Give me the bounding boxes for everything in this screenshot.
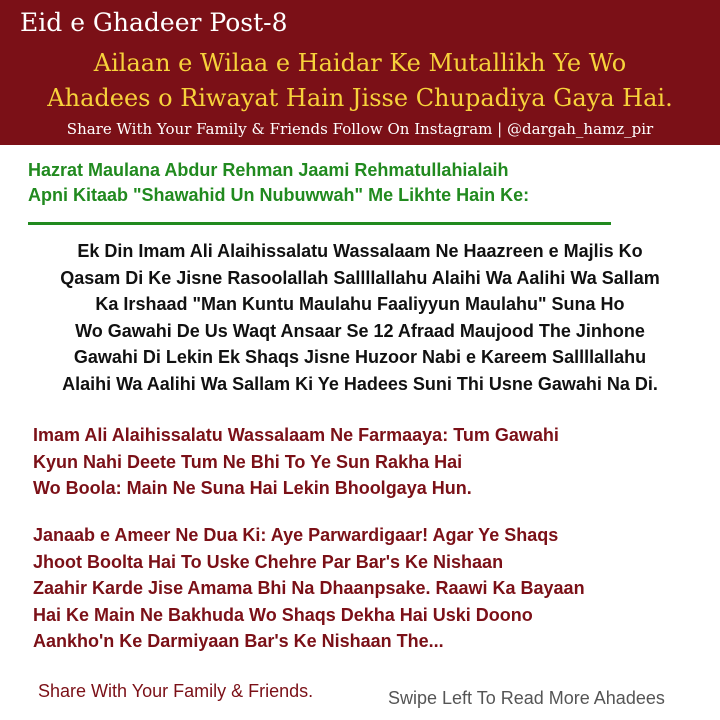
narration-line: Wo Gawahi De Us Waqt Ansaar Se 12 Afraad Maujood The Jinhone <box>75 320 645 341</box>
headline-line-1: Ailaan e Wilaa e Haidar Ke Mutallikh Ye Wo <box>93 49 627 77</box>
dua-paragraph <box>33 522 713 655</box>
post-title: Eid e Ghadeer Post-8 <box>20 8 288 37</box>
narration-line: Alaihi Wa Aalihi Wa Sallam Ki Ye Hadees Suni Thi Usne Gawahi Na Di. <box>62 373 658 394</box>
dua-line: Janaab e Ameer Ne Dua Ki: Aye Parwardigaar! Agar Ye Shaqs <box>33 525 559 545</box>
share-instagram-note: Share With Your Family & Friends Follow On Instagram | @dargah_hamz_pir <box>66 120 654 138</box>
intro-line: Hazrat Maulana Abdur Rehman Jaami Rehmatullahialaih <box>28 160 509 180</box>
dialogue-paragraph <box>33 422 713 502</box>
headline-line-2: Ahadees o Riwayat Hain Jisse Chupadiya Gaya Hai. <box>47 84 673 112</box>
intro-text <box>28 158 708 208</box>
dua-line: Zaahir Karde Jise Amama Bhi Na Dhaanpsake. Raawi Ka Bayaan <box>33 578 585 598</box>
dua-line: Hai Ke Main Ne Bakhuda Wo Shaqs Dekha Hai Uski Doono <box>33 604 533 625</box>
narration-line: Ek Din Imam Ali Alaihissalatu Wassalaam Ne Haazreen e Majlis Ko <box>77 241 643 261</box>
dua-line: Aankho'n Ke Darmiyaan Bar's Ke Nishaan The... <box>33 631 444 651</box>
dialogue-line: Wo Boola: Main Ne Suna Hai Lekin Bhoolgaya Hun. <box>33 478 472 498</box>
share-footer: Share With Your Family & Friends. <box>38 681 314 701</box>
green-divider <box>28 222 611 225</box>
narration-line: Qasam Di Ke Jisne Rasoolallah Sallllallahu Alaihi Wa Aalihi Wa Sallam <box>60 267 660 288</box>
narration-paragraph <box>10 238 710 397</box>
header-banner <box>0 0 720 145</box>
dua-line: Jhoot Boolta Hai To Uske Chehre Par Bar's Ke Nishaan <box>33 551 504 572</box>
dialogue-line: Imam Ali Alaihissalatu Wassalaam Ne Farmaaya: Tum Gawahi <box>33 425 559 445</box>
intro-line: Apni Kitaab "Shawahid Un Nubuwwah" Me Likhte Hain Ke: <box>28 185 530 205</box>
narration-line: Ka Irshaad "Man Kuntu Maulahu Faaliyyun Maulahu" Suna Ho <box>95 294 625 314</box>
swipe-hint: Swipe Left To Read More Ahadees <box>388 688 665 708</box>
narration-line: Gawahi Di Lekin Ek Shaqs Jisne Huzoor Nabi e Kareem Sallllallahu <box>73 347 647 367</box>
dialogue-line: Kyun Nahi Deete Tum Ne Bhi To Ye Sun Rakha Hai <box>33 451 463 472</box>
